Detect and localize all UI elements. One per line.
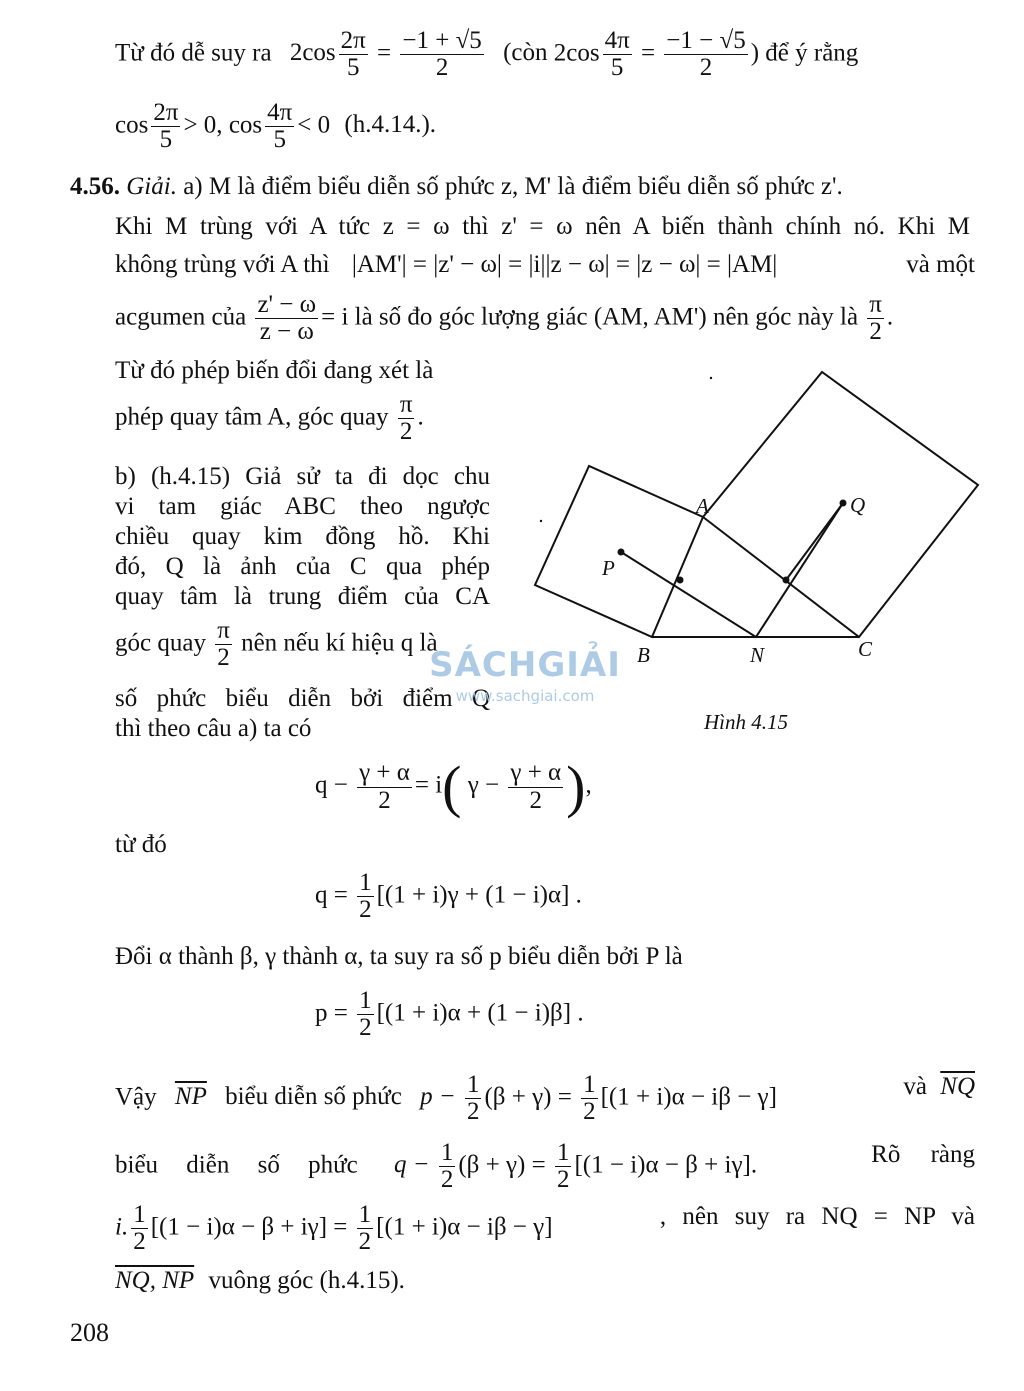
vay-line-2 [115, 1140, 975, 1194]
eq-beta-gamma-b: (β + γ) = [458, 1151, 546, 1179]
text-va: và [903, 1073, 927, 1100]
text-v4-b: vuông góc (h.4.15). [208, 1267, 405, 1294]
vay-line-1 [115, 1072, 975, 1126]
text-line5-b: và một [906, 251, 975, 278]
line-1: Từ đó dễ suy ra 2cos $\frac{2\pi}{5}$ = $\frac{-1 + √5}{2}$ (còn 2cos $\frac{4\pi}{5}$ = $\frac{-1 - √5}{2}$ ) để ý rằng [115, 27, 859, 82]
b-line-2: vi tam giác ABC theo ngược [115, 493, 490, 520]
eq-p-rhs: [(1 + i)α + (1 − i)β] . [376, 999, 584, 1027]
frac-arg: $\frac{z' - \omega}{z - \omega}$ [257, 291, 317, 346]
b-line-5: quay tâm là trung điểm của CA [115, 583, 490, 610]
frac-ga-al: $\frac{\gamma + \alpha}{2}$ [359, 759, 410, 814]
segment-PN [621, 552, 756, 637]
frac-sqrt5-minus: $\frac{-1 - √5}{2}$ [666, 27, 746, 82]
text-ro-rang: Rõ ràng [871, 1141, 975, 1168]
math-2cos: 2cos [289, 39, 336, 67]
label-B: B [637, 643, 650, 667]
eq-q2-rhs: [(1 + i)γ + (1 − i)α] . [376, 881, 582, 909]
vay-line-3 [115, 1202, 975, 1256]
frac-ga-al-b: $\frac{\gamma + \alpha}{2}$ [510, 759, 562, 814]
frac-pi-2-b: $\frac{\pi}{2}$ [399, 391, 413, 446]
text-line1-c: ) để ý rằng [750, 39, 859, 67]
eq-nq-rhs: [(1 − i)α − β + iγ]. [574, 1151, 758, 1179]
b-line-3: chiều quay kim đồng hồ. Khi [115, 523, 490, 550]
text-b6-a: góc quay [115, 629, 206, 657]
frac-pi-2-c: $\frac{\pi}{2}$ [217, 617, 230, 672]
math-gt0: > 0, [183, 111, 223, 139]
figure-caption: Hình 4.15 [704, 710, 788, 734]
b-line-8: thì theo câu a) ta có [115, 715, 312, 742]
point-Q [840, 500, 847, 507]
vay-line-4 [115, 1266, 405, 1296]
frac-sqrt5-plus: $\frac{-1 + √5}{2}$ [402, 27, 482, 82]
frac-half-f: $\frac{1}{2}$ [556, 1139, 570, 1194]
watermark-url: www.sachgiai.com [455, 687, 595, 705]
math-cos-2: cos [228, 111, 263, 139]
eq-v3-rhs: [(1 + i)α − iβ − γ] [376, 1213, 553, 1241]
eq-p-lhs: p = [315, 999, 348, 1027]
label-C: C [858, 637, 873, 661]
line-2 [115, 100, 436, 154]
figure-4-15 [520, 360, 990, 680]
frac-half-e: $\frac{1}{2}$ [440, 1139, 454, 1194]
text-line1-a: Từ đó dễ suy ra [115, 39, 272, 67]
segment-NQ2 [786, 503, 843, 580]
frac-2pi-5-b: $\frac{2\pi}{5}$ [153, 99, 179, 154]
text-v1-b: biểu diễn số phức [225, 1083, 402, 1111]
math-arg-eq: = i [321, 303, 349, 331]
b-line-4: đó, Q là ảnh của C qua phép [115, 553, 490, 580]
eq-q1-lhs: q − [315, 771, 348, 799]
frac-half-b: $\frac{1}{2}$ [359, 987, 372, 1042]
point-P [618, 549, 625, 556]
text-line8: phép quay tâm A, góc quay [115, 403, 389, 431]
vector-NQ: $\overline{NQ}$ [940, 1073, 975, 1100]
point-mid-AB [677, 577, 684, 584]
line-5 [115, 250, 975, 280]
text-line2-tail: (h.4.14.). [344, 111, 437, 139]
text-line6-a: acgumen của [115, 303, 247, 331]
equation-q2 [315, 870, 582, 924]
vectors-NQ-NP: NQ, NP [115, 1267, 195, 1294]
point-dot-left [540, 520, 542, 522]
watermark-title: SÁCHGIẢI [429, 645, 621, 685]
problem-text: a) M là điểm biểu diễn số phức z, M' là điểm biểu diễn số phức z'. [183, 173, 843, 200]
text-v2-a: biểu diễn số phức [115, 1151, 358, 1179]
text-vay: Vậy [115, 1083, 157, 1111]
frac-half-g: $\frac{1}{2}$ [133, 1201, 146, 1256]
frac-half-h: $\frac{1}{2}$ [358, 1201, 372, 1256]
vector-NP: $\overline{NP}$ [174, 1083, 207, 1111]
point-dot-top [710, 377, 712, 379]
label-P: P [602, 556, 615, 580]
problem-number: 4.56. [70, 173, 120, 200]
label-A: A [696, 494, 709, 518]
eq-q2-lhs: q = [315, 881, 348, 909]
text-v3-b: , nên suy ra NQ = NP và [659, 1203, 975, 1230]
eq-nq-lhs: q − [393, 1151, 430, 1179]
text-line1-b: (còn [503, 39, 548, 67]
frac-pi-2: $\frac{\pi}{2}$ [869, 291, 882, 346]
frac-4pi-5-b: $\frac{4\pi}{5}$ [267, 99, 293, 154]
equation-q1: q − $\frac{\gamma + \alpha}{2}$ = i( γ − $\frac{\gamma + \alpha}{2}$ ), [315, 754, 592, 819]
b-line-7: số phức biểu diễn bởi điểm Q [115, 685, 490, 712]
eq-comma: , [585, 771, 592, 799]
b-line-6 [115, 618, 438, 672]
label-N: N [750, 643, 765, 667]
line-8: phép quay tâm A, góc quay $\frac{\pi}{2}$ . [115, 391, 424, 446]
frac-4pi-5: $\frac{4\pi}{5}$ [604, 27, 630, 82]
text-line5-a: không trùng với A thì [115, 251, 330, 278]
math-2cos-b: 2cos [553, 39, 600, 67]
eq-i: = i [414, 771, 443, 799]
watermark [425, 645, 625, 705]
frac-2pi-5: $\frac{2\pi}{5}$ [340, 27, 366, 82]
equation-p [315, 988, 584, 1042]
segment-NQ1 [756, 503, 843, 637]
math-lt0: < 0 [297, 111, 331, 139]
giai-label: Giải. [126, 173, 177, 200]
eq-beta-gamma: (β + γ) = [484, 1083, 572, 1111]
line-6: acgumen của $\frac{z' - \omega}{z - \omega}$ = i là số đo góc lượng giác (AM, AM') nên góc này là $\frac{\pi}{2}$ . [115, 291, 894, 346]
tu-do: từ đó [115, 831, 167, 858]
b-line-1: b) (h.4.15) Giả sử ta đi dọc chu [115, 463, 490, 490]
page-number: 208 [70, 1318, 109, 1347]
math-cos-1: cos [115, 111, 149, 139]
eq-np-rhs: [(1 + i)α − iβ − γ] [600, 1083, 777, 1111]
problem-456-line [70, 172, 843, 202]
eq-gamma-minus: γ − [467, 771, 500, 799]
eq-np-lhs: p − [420, 1083, 456, 1111]
label-Q: Q [850, 493, 866, 517]
point-mid-CA [783, 577, 790, 584]
doi-line: Đổi α thành β, γ thành α, ta suy ra số p biểu diễn bởi P là [115, 943, 683, 970]
line-7: Từ đó phép biến đổi đang xét là [115, 357, 434, 384]
eq-i-dot: i. [115, 1213, 129, 1241]
frac-half: $\frac{1}{2}$ [359, 869, 372, 924]
math-abs-chain: |AM'| = |z' − ω| = |i||z − ω| = |z − ω| = |AM| [351, 251, 778, 278]
eq-v3-mid: [(1 − i)α − β + iγ] = [150, 1213, 348, 1241]
line-4: Khi M trùng với A tức z = ω thì z' = ω nên A biến thành chính nó. Khi M [115, 213, 970, 240]
text-line6-b: là số đo góc lượng giác (AM, AM') nên góc này là [354, 303, 859, 331]
frac-half-d: $\frac{1}{2}$ [583, 1071, 596, 1126]
text-b6-b: nên nếu kí hiệu q là [241, 629, 438, 657]
frac-half-c: $\frac{1}{2}$ [466, 1071, 480, 1126]
